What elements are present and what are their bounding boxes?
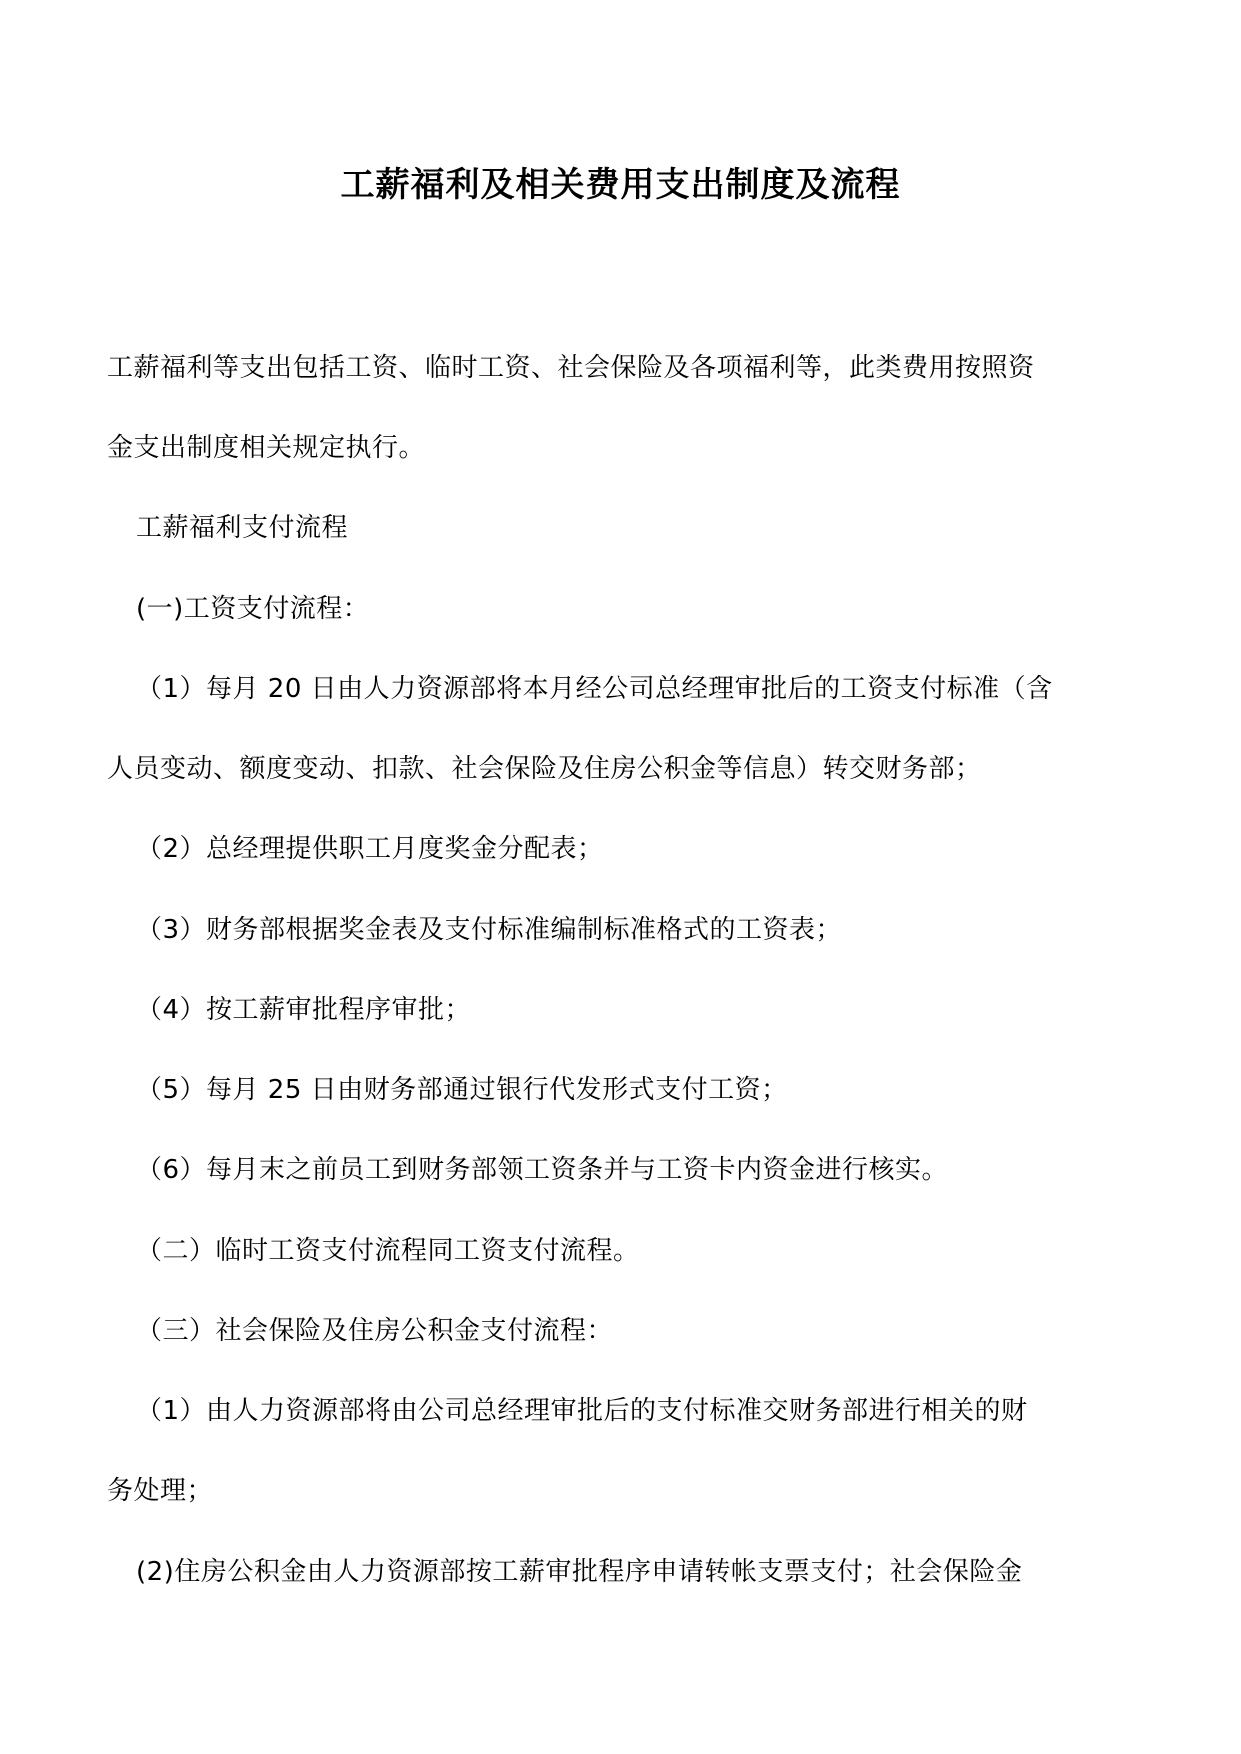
paragraph-line: 金支出制度相关规定执行。 bbox=[107, 433, 426, 463]
subsection-heading: (一)工资支付流程： bbox=[136, 594, 370, 624]
list-item: （5）每月 25 日由财务部通过银行代发形式支付工资； bbox=[136, 1075, 788, 1105]
subsection-heading: （二）临时工资支付流程同工资支付流程。 bbox=[136, 1236, 640, 1266]
paragraph-line: 人员变动、额度变动、扣款、社会保险及住房公积金等信息）转交财务部； bbox=[107, 754, 982, 784]
list-item: （4）按工薪审批程序审批； bbox=[136, 995, 472, 1025]
section-heading: 工薪福利支付流程 bbox=[136, 513, 349, 543]
list-item: (2)住房公积金由人力资源部按工薪审批程序申请转帐支票支付；社会保险金 bbox=[136, 1557, 1023, 1587]
subsection-heading: （三）社会保险及住房公积金支付流程： bbox=[136, 1316, 614, 1346]
paragraph-line: 工薪福利等支出包括工资、临时工资、社会保险及各项福利等，此类费用按照资 bbox=[107, 353, 1035, 383]
list-item: （1）每月 20 日由人力资源部将本月经公司总经理审批后的工资支付标准（含 bbox=[136, 674, 1053, 704]
list-item: （3）财务部根据奖金表及支付标准编制标准格式的工资表； bbox=[136, 915, 843, 945]
list-item: （1）由人力资源部将由公司总经理审批后的支付标准交财务部进行相关的财 bbox=[136, 1396, 1028, 1426]
document-title: 工薪福利及相关费用支出制度及流程 bbox=[340, 165, 901, 205]
paragraph-line: 务处理； bbox=[107, 1476, 214, 1506]
list-item: （6）每月末之前员工到财务部领工资条并与工资卡内资金进行核实。 bbox=[136, 1155, 949, 1185]
list-item: （2）总经理提供职工月度奖金分配表； bbox=[136, 834, 604, 864]
